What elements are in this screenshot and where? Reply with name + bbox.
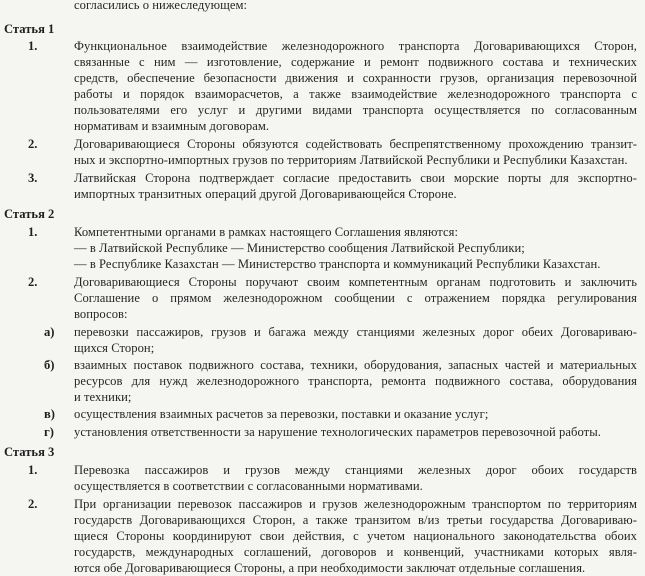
article-1-item-1-line: связанные с ним — изготовление, содержание и ремонт подвижного состава и технических bbox=[74, 55, 637, 69]
article-3-item-2-number: 2. bbox=[28, 497, 38, 511]
article-2-subitem-v-line: осуществления взаимных расчетов за перевозки, поставки и оказание услуг; bbox=[74, 407, 489, 421]
article-2-item-1-number: 1. bbox=[28, 225, 38, 239]
article-3-item-1-line: осуществляется в соответствии с согласованными нормативами. bbox=[74, 479, 423, 493]
article-2-subitem-g-line: установления ответственности за нарушение технологических параметров перевозочной работы. bbox=[74, 425, 601, 439]
intro-text: согласились о нижеследующем: bbox=[74, 0, 248, 12]
article-3-title: Статья 3 bbox=[4, 445, 55, 459]
article-2-item-1-line: Компетентными органами в рамках настоящего Соглашения являются: bbox=[74, 225, 459, 239]
article-2-subitem-a-letter: а) bbox=[44, 325, 55, 339]
article-1-item-1-line: нормативам и взаимным договорам. bbox=[74, 119, 270, 133]
article-2-subitem-b-letter: б) bbox=[44, 358, 55, 372]
article-2-subitem-b-line: и техники; bbox=[74, 390, 132, 404]
article-3-item-2-line: государств, международных соглашений, договоров и конвенций, участниками которых явля- bbox=[74, 545, 637, 559]
article-3-item-2-line: ются обе Договаривающиеся Стороны, а при необходимости заключат отдельные соглашения. bbox=[74, 561, 586, 575]
article-2-item-2-line: вопросов: bbox=[74, 307, 128, 321]
article-3-item-1-line: Перевозка пассажиров и грузов между станциями железных дорог обоих государств bbox=[74, 463, 637, 477]
article-2-subitem-a-line: перевозки пассажиров, грузов и багажа между станциями железных дорог обеих Договариваю- bbox=[74, 325, 637, 339]
article-2-item-2-line: Договаривающиеся Стороны поручают своим компетентным органам подготовить и заключить bbox=[74, 275, 637, 289]
article-1-item-1-line: Функциональное взаимодействие железнодорожного транспорта Договаривающихся Сторон, bbox=[74, 39, 637, 53]
article-1-item-1-number: 1. bbox=[28, 39, 38, 53]
article-2-subitem-a-line: щихся Сторон; bbox=[74, 341, 155, 355]
article-2-subitem-b-line: взаимных поставок подвижного состава, техники, оборудования, запасных частей и материальных bbox=[74, 358, 637, 372]
article-2-item-2-line: Соглашение о прямом железнодорожном сообщении с отражением порядка регулирования bbox=[74, 291, 637, 305]
article-1-item-1-line: пользователями его услуг и другими видами транспорта осуществляется по согласованным bbox=[74, 103, 637, 117]
article-1-item-2-line: Договаривающиеся Стороны обязуются содействовать беспрепятственному прохождению транзит- bbox=[74, 137, 637, 151]
article-2-subitem-g-letter: г) bbox=[44, 425, 54, 439]
article-2-subitem-v-letter: в) bbox=[44, 407, 55, 421]
article-1-item-3-number: 3. bbox=[28, 171, 38, 185]
article-3-item-2-line: государств Договаривающихся Сторон, а также транзитом в/из третьи государства Договариваю- bbox=[74, 513, 637, 527]
article-2-item-1-line: — в Латвийской Республике — Министерство сообщения Латвийской Республики; bbox=[74, 241, 525, 255]
article-1-item-1-line: средств, обеспечение безопасности движения и сохранности грузов, организация перевозочной bbox=[74, 71, 637, 85]
article-3-item-2-line: щиеся Стороны координируют свои действия, с учетом национального законодательства обоих bbox=[74, 529, 637, 543]
article-1-item-2-line: ных и экспортно-импортных грузов по территориям Латвийской Республики и Республики Казахстан. bbox=[74, 153, 628, 167]
article-2-title: Статья 2 bbox=[4, 207, 55, 221]
article-3-item-1-number: 1. bbox=[28, 463, 38, 477]
article-1-item-3-line: импортных транзитных операций другой Договаривающейся Стороне. bbox=[74, 187, 457, 201]
article-1-item-2-number: 2. bbox=[28, 137, 38, 151]
article-1-title: Статья 1 bbox=[4, 22, 55, 36]
article-1-item-1-line: работы и порядок взаиморасчетов, а также взаимодействие железнодорожного транспорта с bbox=[74, 87, 637, 101]
article-3-item-2-line: При организации перевозок пассажиров и грузов железнодорожным транспортом по территориям bbox=[74, 497, 637, 511]
article-1-item-3-line: Латвийская Сторона подтверждает согласие предоставить свои морские порты для экспортно- bbox=[74, 171, 637, 185]
article-2-item-1-line: — в Республике Казахстан — Министерство транспорта и коммуникаций Республики Казахстан. bbox=[74, 257, 601, 271]
article-2-subitem-b-line: ресурсов для нужд железнодорожного транспорта, ремонта подвижного состава, оборудования bbox=[74, 374, 637, 388]
article-2-item-2-number: 2. bbox=[28, 275, 38, 289]
